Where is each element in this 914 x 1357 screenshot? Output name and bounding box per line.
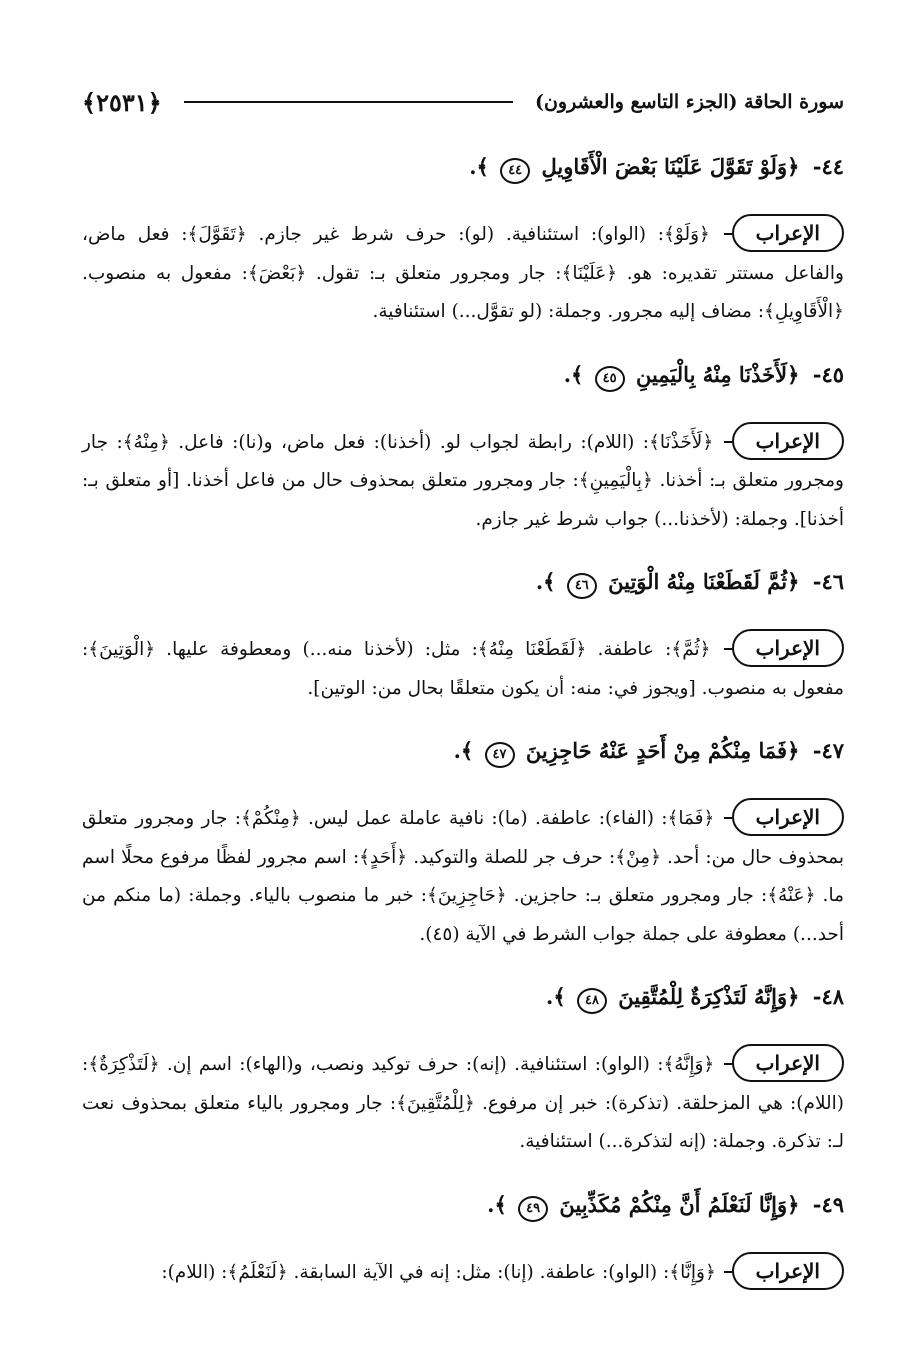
irab-text: ﴿ثُمَّ﴾: عاطفة. ﴿لَقَطَعْنَا مِنْهُ﴾: مثل: (لأخذنا منه...) ومعطوفة عليها. ﴿الْوَتِينَ﴾: مفعول به منصوب. [ويجوز في: منه: أن يكون متعلقًا بحال من: الوتين]. [82, 639, 844, 699]
verse-text: ﴿وَإِنَّا لَنَعْلَمُ أَنَّ مِنْكُمْ مُكَذِّبِينَ [559, 1191, 800, 1217]
verse-text: ﴿فَمَا مِنْكُمْ مِنْ أَحَدٍ عَنْهُ حَاجِزِينَ [525, 738, 800, 763]
ayah-number-mark: ٤٥ [595, 366, 625, 392]
irab-text: ﴿فَمَا﴾: (الفاء): عاطفة. (ما): نافية عاملة عمل ليس. ﴿مِنْكُمْ﴾: جار ومجرور متعلق بمحذوف حال من: أحد. ﴿مِنْ﴾: حرف جر للصلة والتوكيد. ﴿أَحَدٍ﴾: اسم مجرور لفظًا مرفوع محلًا اسم ما. ﴿عَنْهُ﴾: جار ومجرور متعلق بـ: حاجزين. ﴿حَاجِزِينَ﴾: خبر ما منصوب بالياء. وجملة: (ما منكم من أحد...) معطوفة على جملة جواب الشرط في الآية (٤٥). [82, 808, 844, 945]
ayah-number-mark: ٤٨ [577, 988, 607, 1014]
verse-number: ٤٨- [812, 984, 844, 1009]
ayah-number-mark: ٤٤ [500, 158, 530, 184]
irab-text: ﴿وَإِنَّهُ﴾: (الواو): استئنافية. (إنه): حرف توكيد ونصب، و(الهاء): اسم إن. ﴿لَتَذْكِرَةٌ﴾: (اللام): هي المزحلقة. (تذكرة): خبر إن مرفوع. ﴿لِلْمُتَّقِينَ﴾: جار ومجرور بالياء متعلق بمحذوف نعت لـ: تذكرة. وجملة: (إنه لتذكرة...) استئنافية. [82, 1054, 844, 1152]
verse-47 [82, 734, 844, 768]
ayah-number-mark: ٤٩ [518, 1196, 548, 1222]
verse-44 [82, 150, 844, 184]
verse-end: ﴾. [535, 569, 556, 594]
irab-badge: الإعراب [732, 422, 844, 460]
verse-number: ٤٧- [812, 738, 844, 763]
irab-paragraph-49 [82, 1252, 844, 1293]
ayah-number-mark: ٤٧ [485, 742, 515, 768]
verse-end: ﴾. [563, 361, 584, 387]
irab-badge: الإعراب [732, 214, 844, 252]
verse-text: ﴿وَإِنَّهُ لَتَذْكِرَةٌ لِلْمُتَّقِينَ [618, 984, 800, 1009]
running-title: سورة الحاقة (الجزء التاسع والعشرون) [534, 91, 844, 113]
verse-end: ﴾. [487, 1191, 507, 1217]
irab-text: ﴿وَإِنَّا﴾: (الواو): عاطفة. (إنا): مثل: إنه في الآية السابقة. ﴿لَنَعْلَمُ﴾: (اللام): [161, 1261, 716, 1283]
page-header [82, 80, 844, 124]
irab-paragraph-48 [82, 1044, 844, 1162]
irab-badge: الإعراب [732, 1044, 844, 1082]
header-rule [184, 101, 513, 103]
verse-end: ﴾. [453, 738, 474, 763]
irab-badge: الإعراب [732, 1252, 844, 1290]
verse-number: ٤٩- [812, 1191, 844, 1217]
irab-badge: الإعراب [732, 798, 844, 836]
irab-text: ﴿لَأَخَذْنَا﴾: (اللام): رابطة لجواب لو. (أخذنا): فعل ماض، و(نا): فاعل. ﴿مِنْهُ﴾: جار ومجرور متعلق بـ: أخذنا. ﴿بِالْيَمِينِ﴾: جار ومجرور متعلق بمحذوف حال من فاعل أخذنا. [أو متعلق بـ: أخذنا]. وجملة: (لأخذنا...) جواب شرط غير جازم. [82, 431, 844, 530]
verse-end: ﴾. [546, 984, 566, 1009]
verse-end: ﴾. [469, 154, 489, 179]
verse-number: ٤٤- [812, 154, 844, 179]
irab-paragraph-47 [82, 798, 844, 954]
verse-number: ٤٦- [812, 569, 844, 594]
page-number: ﴿٢٥٣١﴾ [82, 87, 162, 117]
irab-paragraph-46 [82, 629, 844, 708]
verse-46 [82, 565, 844, 599]
verse-text: ﴿لَأَخَذْنَا مِنْهُ بِالْيَمِينِ [635, 361, 800, 387]
verse-48 [82, 980, 844, 1014]
irab-badge: الإعراب [732, 629, 844, 667]
page-body [82, 150, 844, 1318]
verse-text: ﴿ثُمَّ لَقَطَعْنَا مِنْهُ الْوَتِينَ [608, 569, 800, 594]
verse-45 [82, 358, 844, 392]
irab-text: ﴿وَلَوْ﴾: (الواو): استئنافية. (لو): حرف شرط غير جازم. ﴿تَقَوَّلَ﴾: فعل ماض، والفاعل مستتر تقديره: هو. ﴿عَلَيْنَا﴾: جار ومجرور متعلق بـ: تقول. ﴿بَعْضَ﴾: مفعول به منصوب. ﴿الْأَقَاوِيلِ﴾: مضاف إليه مجرور. وجملة: (لو تقوَّل...) استئنافية. [82, 224, 844, 322]
irab-paragraph-45 [82, 422, 844, 540]
irab-paragraph-44 [82, 214, 844, 332]
verse-text: ﴿وَلَوْ تَقَوَّلَ عَلَيْنَا بَعْضَ الْأَقَاوِيلِ [541, 154, 800, 179]
ayah-number-mark: ٤٦ [567, 573, 597, 599]
verse-49 [82, 1188, 844, 1222]
verse-number: ٤٥- [812, 361, 844, 387]
